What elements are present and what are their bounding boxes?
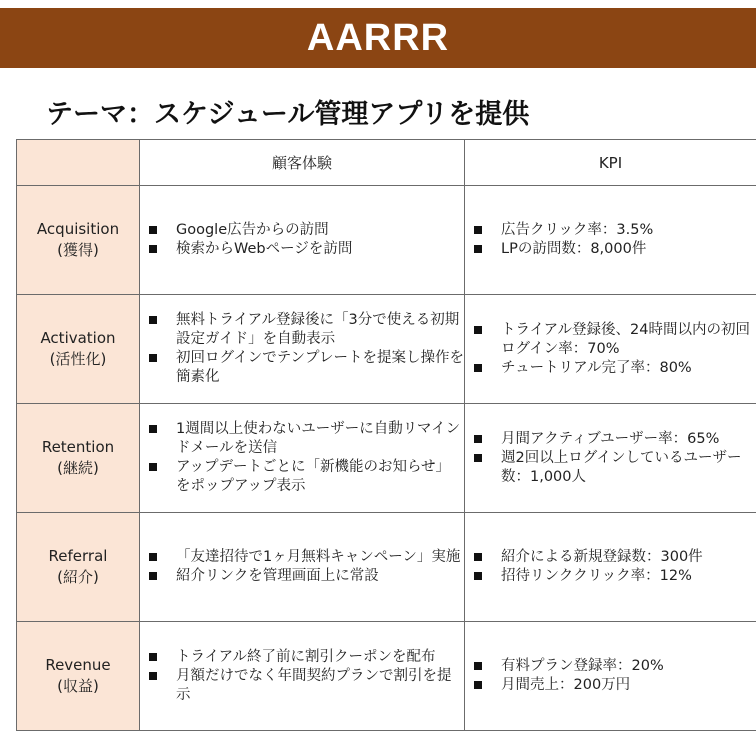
kpi-text: 月間売上：200万円 <box>501 677 631 693</box>
list-item <box>140 667 464 705</box>
kpi-text: チュートリアル完了率：80% <box>501 359 692 376</box>
stage-cell <box>17 186 140 295</box>
experience-text: 初回ログインでテンプレートを提案し操作を簡素化 <box>176 350 464 385</box>
list-item <box>465 221 756 240</box>
stage-cell <box>17 404 140 513</box>
bullet-square-icon <box>149 354 157 362</box>
stage-name: Retention <box>41 438 115 456</box>
bullet-square-icon <box>474 662 482 670</box>
list-item <box>465 567 756 586</box>
list-item <box>465 430 756 449</box>
header-row <box>17 140 756 186</box>
bullet-square-icon <box>149 425 157 433</box>
list-item <box>465 240 756 259</box>
bullet-square-icon <box>149 316 157 324</box>
bullet-square-icon <box>474 681 482 689</box>
bullet-square-icon <box>149 553 157 561</box>
stage-name-jp: (紹介) <box>57 568 99 586</box>
bullet-square-icon <box>474 454 482 462</box>
header-experience: 顧客体験 <box>140 140 465 186</box>
bullet-square-icon <box>149 226 157 234</box>
bullet-square-icon <box>474 553 482 561</box>
stage-cell <box>17 622 140 731</box>
list-item <box>140 458 464 496</box>
kpi-text: トライアル登録後、24時間以内の初回ログイン率：70% <box>501 321 750 357</box>
stage-name-jp: (獲得) <box>57 241 99 259</box>
page-title: AARRR <box>306 16 450 59</box>
stage-name: Referral <box>48 547 108 565</box>
experience-text: 紹介リンクを管理画面上に常設 <box>176 568 379 584</box>
experience-text: 1週間以上使わないユーザーに自動リマインドメールを送信 <box>176 421 461 456</box>
list-item <box>140 648 464 667</box>
experience-text: Google広告からの訪問 <box>176 222 329 238</box>
bullet-square-icon <box>474 226 482 234</box>
list-item <box>465 676 756 695</box>
experience-text: アップデートごとに「新機能のお知らせ」をポップアップ表示 <box>176 459 451 494</box>
kpi-cell <box>465 404 756 513</box>
stage-name: Revenue <box>45 656 111 674</box>
experience-cell <box>140 295 465 404</box>
list-item <box>465 657 756 676</box>
kpi-text: 紹介による新規登録数：300件 <box>501 549 703 565</box>
list-item <box>465 449 756 487</box>
experience-cell <box>140 186 465 295</box>
experience-cell <box>140 404 465 513</box>
aarrr-table <box>16 139 756 731</box>
header-corner <box>17 140 140 186</box>
list-item <box>465 548 756 567</box>
list-item <box>140 349 464 387</box>
list-item <box>140 221 464 240</box>
bullet-square-icon <box>474 435 482 443</box>
kpi-cell <box>465 513 756 622</box>
kpi-text: 招待リンククリック率：12% <box>501 568 692 584</box>
title-banner <box>0 8 756 68</box>
bullet-square-icon <box>149 463 157 471</box>
stage-cell <box>17 295 140 404</box>
kpi-cell <box>465 186 756 295</box>
kpi-text: 広告クリック率：3.5% <box>501 222 654 238</box>
table-row <box>17 186 756 295</box>
kpi-text: LPの訪問数：8,000件 <box>501 241 647 257</box>
list-item <box>140 240 464 259</box>
kpi-text: 有料プラン登録率：20% <box>501 658 664 674</box>
bullet-square-icon <box>149 672 157 680</box>
list-item <box>140 420 464 458</box>
table-row <box>17 622 756 731</box>
table-row <box>17 295 756 404</box>
bullet-square-icon <box>474 326 482 334</box>
experience-cell <box>140 622 465 731</box>
stage-name-jp: (活性化) <box>49 350 107 368</box>
bullet-square-icon <box>474 245 482 253</box>
experience-text: 無料トライアル登録後に「3分で使える初期設定ガイド」を自動表示 <box>176 312 460 347</box>
stage-cell <box>17 513 140 622</box>
kpi-text: 月間アクティブユーザー率：65% <box>501 430 720 447</box>
bullet-square-icon <box>149 245 157 253</box>
bullet-square-icon <box>474 364 482 372</box>
stage-name: Acquisition <box>36 220 120 238</box>
stage-name-jp: (継続) <box>57 459 99 477</box>
kpi-text: 週2回以上ログインしているユーザー数：1,000人 <box>501 449 742 485</box>
kpi-cell <box>465 622 756 731</box>
table-row <box>17 513 756 622</box>
list-item <box>140 567 464 586</box>
bullet-square-icon <box>149 653 157 661</box>
experience-cell <box>140 513 465 622</box>
list-item <box>140 311 464 349</box>
kpi-cell <box>465 295 756 404</box>
table-row <box>17 404 756 513</box>
list-item <box>465 359 756 378</box>
list-item <box>465 321 756 359</box>
theme-heading: テーマ：スケジュール管理アプリを提供 <box>46 99 530 130</box>
bullet-square-icon <box>474 572 482 580</box>
list-item <box>140 548 464 567</box>
bullet-square-icon <box>149 572 157 580</box>
experience-text: 「友達招待で1ヶ月無料キャンペーン」実施 <box>176 549 461 565</box>
header-kpi: KPI <box>465 140 756 186</box>
experience-text: 検索からWebページを訪問 <box>176 241 353 257</box>
stage-name: Activation <box>40 329 116 347</box>
stage-name-jp: (収益) <box>57 677 99 695</box>
experience-text: トライアル終了前に割引クーポンを配布 <box>176 648 436 665</box>
experience-text: 月額だけでなく年間契約プランで割引を提示 <box>176 667 452 703</box>
